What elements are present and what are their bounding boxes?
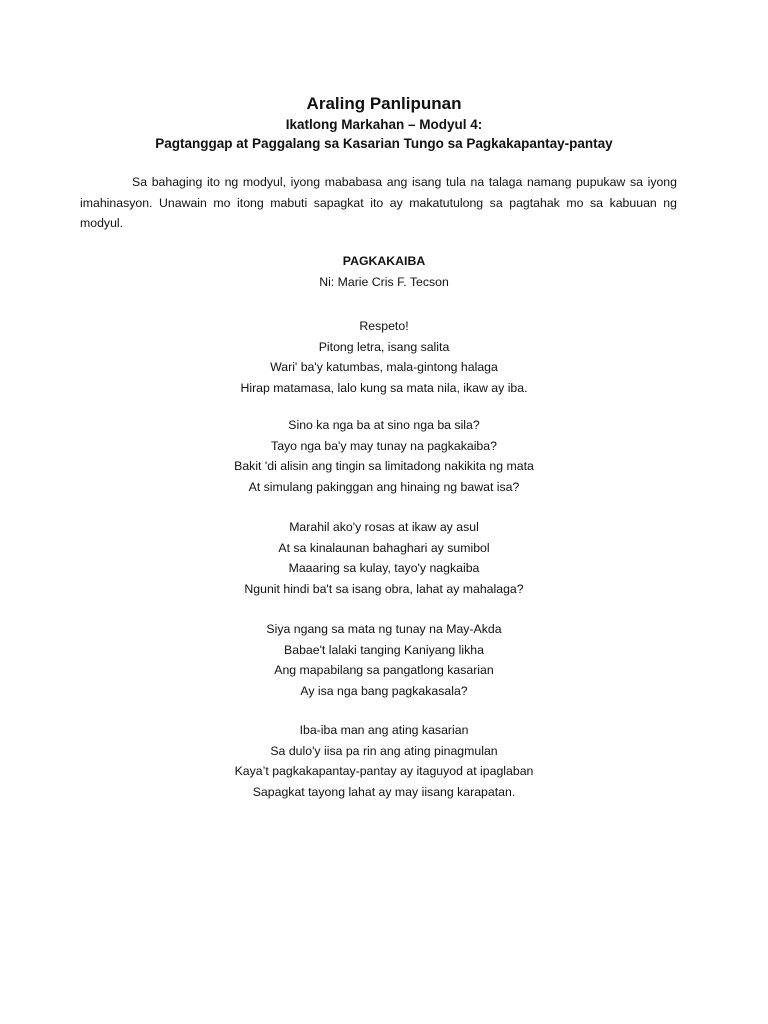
poem-author: Ni: Marie Cris F. Tecson [319,275,449,289]
poem-line: Sino ka nga ba at sino nga ba sila? [288,418,480,432]
poem-line: Pitong letra, isang salita [318,339,450,354]
poem-line: Ngunit hindi ba't sa isang obra, lahat ay mahalaga? [244,581,524,596]
poem-line: Kaya’t pagkakapantay-pantay ay itaguyod at ipaglaban [234,764,534,778]
poem-title: PAGKAKAIBA [342,254,426,268]
intro-paragraph [80,172,677,234]
poem-line: Tayo nga ba'y may tunay na pagkakaiba? [271,438,497,453]
poem-line: Hirap matamasa, lalo kung sa mata nila, ikaw ay iba. [240,380,528,395]
poem-line: Respeto! [359,319,409,333]
poem-stanza [0,415,768,497]
poem-stanza [0,619,768,701]
poem-line: Siya ngang sa mata ng tunay na May-Akda [266,622,502,636]
poem-line: At simulang pakinggan ang hinaing ng bawat isa? [248,479,520,494]
module-topic: Pagtanggap at Paggalang sa Kasarian Tungo sa Pagkakapantay-pantay [155,136,613,151]
poem-line: Bakit 'di alisin ang tingin sa limitadong nakikita ng mata [234,459,534,473]
poem-line: Ang mapabilang sa pangatlong kasarian [274,663,494,677]
poem-line: Babae't lalaki tanging Kaniyang likha [284,642,484,657]
poem-line: Sapagkat tayong lahat ay may iisang karapatan. [252,784,516,799]
poem-line: Ay isa nga bang pagkakasala? [300,683,468,698]
module-subtitle: Ikatlong Markahan – Modyul 4: [285,117,483,132]
poem-line: At sa kinalaunan bahaghari ay sumibol [278,540,490,555]
poem-line: Iba-iba man ang ating kasarian [299,723,469,737]
poem-line: Wari' ba'y katumbas, mala-gintong halaga [270,360,498,374]
poem-stanza [0,720,768,802]
poem-line: Sa dulo'y iisa pa rin ang ating pinagmulan [270,743,498,758]
intro-text: Sa bahaging ito ng modyul, iyong mababasa ang isang tula na talaga namang pupukaw sa iyong imahinasyon. Unawain mo itong mabuti sapagkat ito ay makatutulong sa pagtahak mo sa kabuuan ng modyul. [80,175,677,230]
poem-line: Maaaring sa kulay, tayo'y nagkaiba [288,561,480,575]
poem-stanza [0,316,768,398]
poem-stanza [0,517,768,599]
page-title: Araling Panlipunan [306,94,462,113]
poem-line: Marahil ako'y rosas at ikaw ay asul [289,520,479,534]
